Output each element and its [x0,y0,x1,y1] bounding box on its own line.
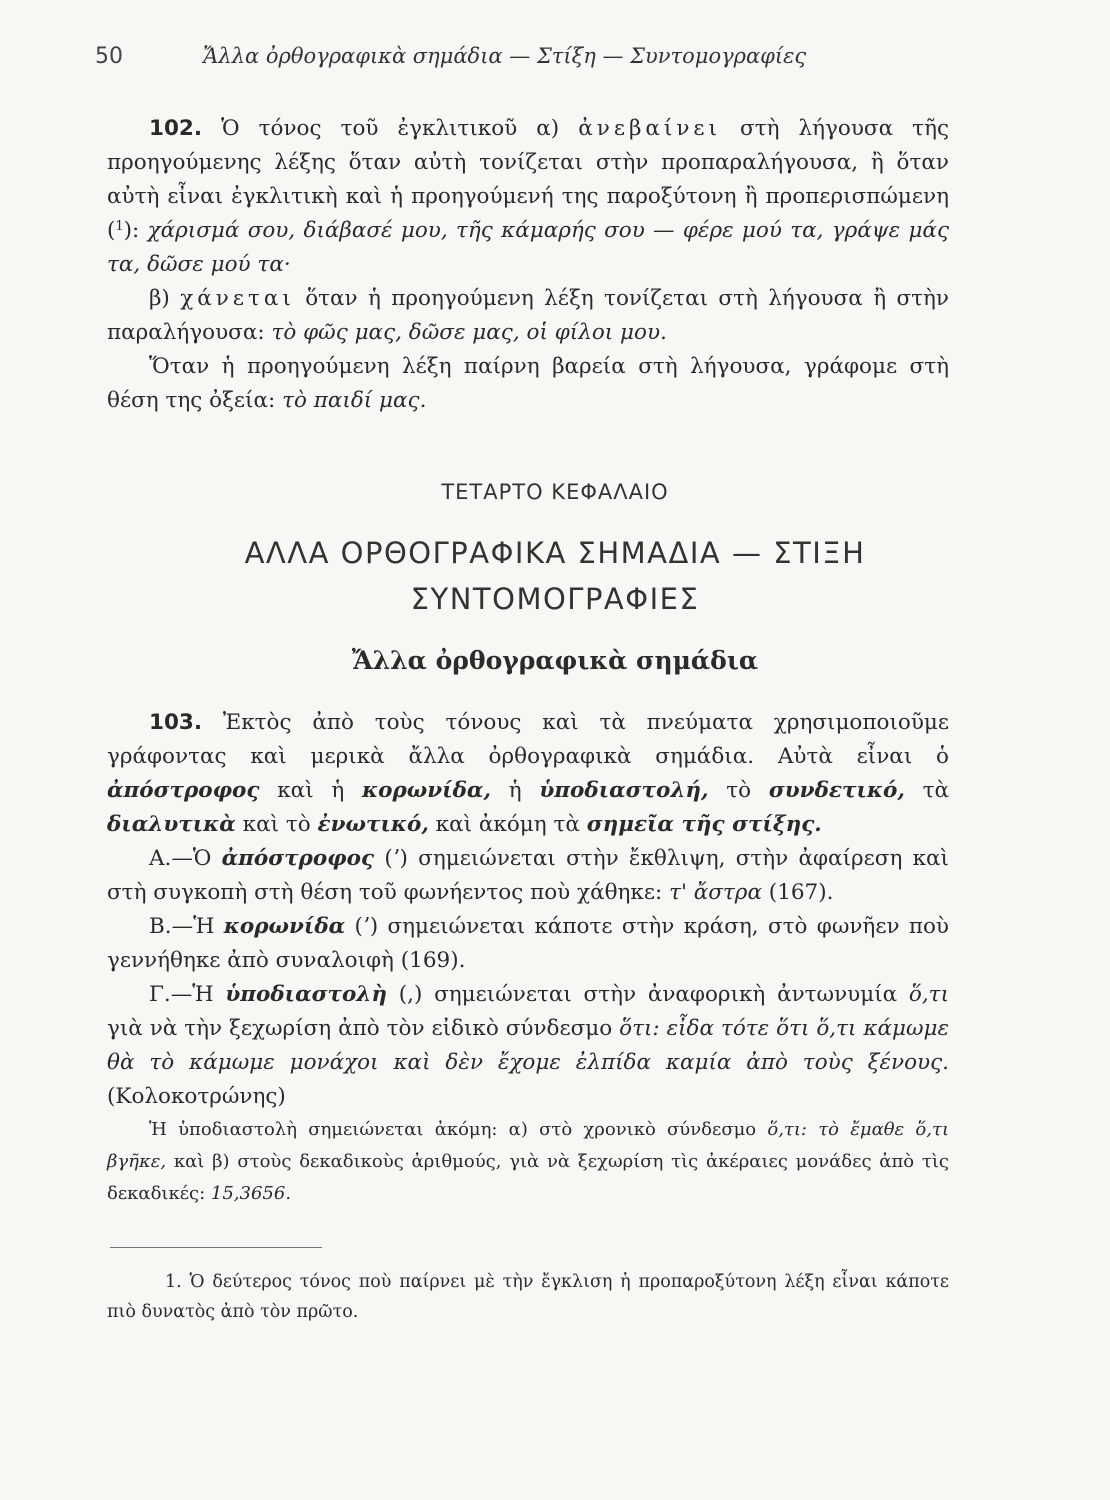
footnote-separator [110,1247,322,1248]
item-a [107,842,949,910]
paragraph-103 [107,706,949,1210]
paragraph-number: 103. [149,710,203,735]
item-b-label: Β.—Ἡ [149,914,224,939]
item-b [107,910,949,978]
p102-example-c: τὸ παιδί μας. [282,388,427,413]
item-g [107,978,949,1114]
page-number: 50 [95,44,123,69]
term-hyphen: συνδετικό, [768,778,905,803]
small-note [107,1114,949,1210]
p102-text-3: ): [123,218,148,243]
item-g-text: (,) σημειώνεται στὴν ἀναφορικὴ ἀντωνυμία [387,982,909,1007]
section-title: Ἄλλα ὀρθογραφικὰ σημάδια [351,646,759,675]
term-coronis: κορωνίδα, [362,778,491,803]
page-header [95,44,995,78]
footnote [107,1267,949,1327]
footnote-marker: 1 [115,219,124,234]
item-a-text: (ʼ) σημειώνεται στὴν ἔκθλιψη, στὴν ἀφαίρεση καὶ στὴ συγκοπὴ στὴ θέση τοῦ φωνήεντος ποὺ χάθηκε: [107,846,949,905]
p103-text: καὶ ἀκόμη τὰ [428,812,587,837]
p102-c-text: Ὅταν ἡ προηγούμενη λέξη παίρνη βαρεία στὴ λήγουσα, γράφομε στὴ θέση της ὀξεία: [107,354,949,413]
term-punctuation: σημεῖα τῆς στίξης. [586,812,822,837]
p103-text: τὰ [904,778,949,803]
item-a-label: Α.—Ὁ [149,846,222,871]
p103-text: Ἐκτὸς ἀπὸ τοὺς τόνους καὶ τὰ πνεύματα χρησιμοποιοῦμε γράφοντας καὶ μερικὰ ἄλλα ὀρθογραφικὰ σημάδια. Αὐτὰ εἶναι ὁ [107,710,949,769]
paragraph-number: 102. [149,116,203,141]
note-text-1: Ἡ ὑποδιαστολὴ σημειώνεται ἀκόμη: α) στὸ χρονικὸ σύνδεσμο [149,1119,768,1140]
item-g-example-2: ὅτι: εἶδα τότε ὅτι ὅ,τι κάμωμε θὰ τὸ κάμωμε μονάχοι καὶ δὲν ἔχομε ἐλπίδα καμία ἀπὸ τοὺς ξένους. [107,1016,949,1075]
p102-example-a: χάρισμά σου, διάβασέ μου, τῆς κάμαρής σου — φέρε μού τα, γράψε μάς τα, δῶσε μού τα· [107,218,949,277]
p102-b-text: ὅταν ἡ προηγούμενη λέξη τονίζεται στὴ λήγουσα ἢ στὴν παραλήγουσα: [107,286,949,345]
item-g-example-1: ὅ,τι [908,982,950,1007]
p102-spaced-word: ἀνεβαίνει [578,116,721,141]
item-a-example: τ' ἄστρα [669,880,762,905]
chapter-title-line1: ΑΛΛΑ ΟΡΘΟΓΡΑΦΙΚΑ ΣΗΜΑΔΙΑ — ΣΤΙΞΗ [244,536,866,570]
p102-b-spaced-word: χάνεται [180,286,295,311]
item-a-ref: (167). [761,880,834,905]
running-title: Ἄλλα ὀρθογραφικὰ σημάδια — Στίξη — Συντομογραφίες [203,44,807,68]
note-example: ὅ,τι: τὸ ἔμαθε ὅ,τι βγῆκε, [107,1119,950,1172]
item-b-text: (ʼ) σημειώνεται κάποτε στὴν κράση, στὸ φωνῆεν ποὺ γεννήθηκε ἀπὸ συναλοιφὴ (169). [107,914,949,973]
p102-text-1: Ὁ τόνος τοῦ ἐγκλιτικοῦ α) [202,116,579,141]
item-b-term: κορωνίδα [223,914,346,939]
p103-text: καὶ τὸ [235,812,318,837]
chapter-label: ΤΕΤΑΡΤΟ ΚΕΦΑΛΑΙΟ [441,480,669,504]
note-number-example: 15,3656. [210,1183,292,1204]
term-hypodiastole: ὑποδιαστολή, [539,778,709,803]
item-g-label: Γ.—Ἡ [149,982,226,1007]
p102-text-2: στὴ λήγουσα τῆς προηγούμενης λέξης ὅταν αὐτὴ τονίζεται στὴν προπαραλήγουσα, ἢ ὅταν αὐτὴ εἶναι ἐγκλιτικὴ καὶ ἡ προηγούμενή της παροξύτονη ἢ προπερισπώμενη ( [107,116,949,243]
term-diaeresis: διαλυτικὰ [107,812,236,837]
paragraph-102 [107,112,949,418]
item-g-source: (Κολοκοτρώνης) [107,1084,286,1109]
item-g-term: ὑποδιαστολὴ [225,982,387,1007]
p103-text: καὶ ἡ [259,778,363,803]
p102-b-label: β) [149,286,181,311]
item-g-text-2: γιὰ νὰ τὴν ξεχωρίση ἀπὸ τὸν εἰδικὸ σύνδεσμο [107,1016,620,1041]
note-text-2: καὶ β) στοὺς δεκαδικοὺς ἀριθμούς, γιὰ νὰ ξεχωρίση τὶς ἀκέραιες μονάδες ἀπὸ τὶς δεκαδικές: [107,1151,949,1204]
item-a-term: ἀπόστροφος [221,846,375,871]
p103-text: ἡ [490,778,540,803]
chapter-title-line2: ΣΥΝΤΟΜΟΓΡΑΦΙΕΣ [410,582,700,616]
term-apostrophe: ἀπόστροφος [107,778,260,803]
term-dash: ἐνωτικό, [317,812,429,837]
p103-text: τὸ [708,778,769,803]
p102-example-b: τὸ φῶς μας, δῶσε μας, οἱ φίλοι μου. [271,320,667,345]
footnote-text: 1. Ὁ δεύτερος τόνος ποὺ παίρνει μὲ τὴν ἔγκλιση ἡ προπαροξύτονη λέξη εἶναι κάποτε πιὸ δυνατὸς ἀπὸ τὸν πρῶτο. [107,1272,949,1322]
